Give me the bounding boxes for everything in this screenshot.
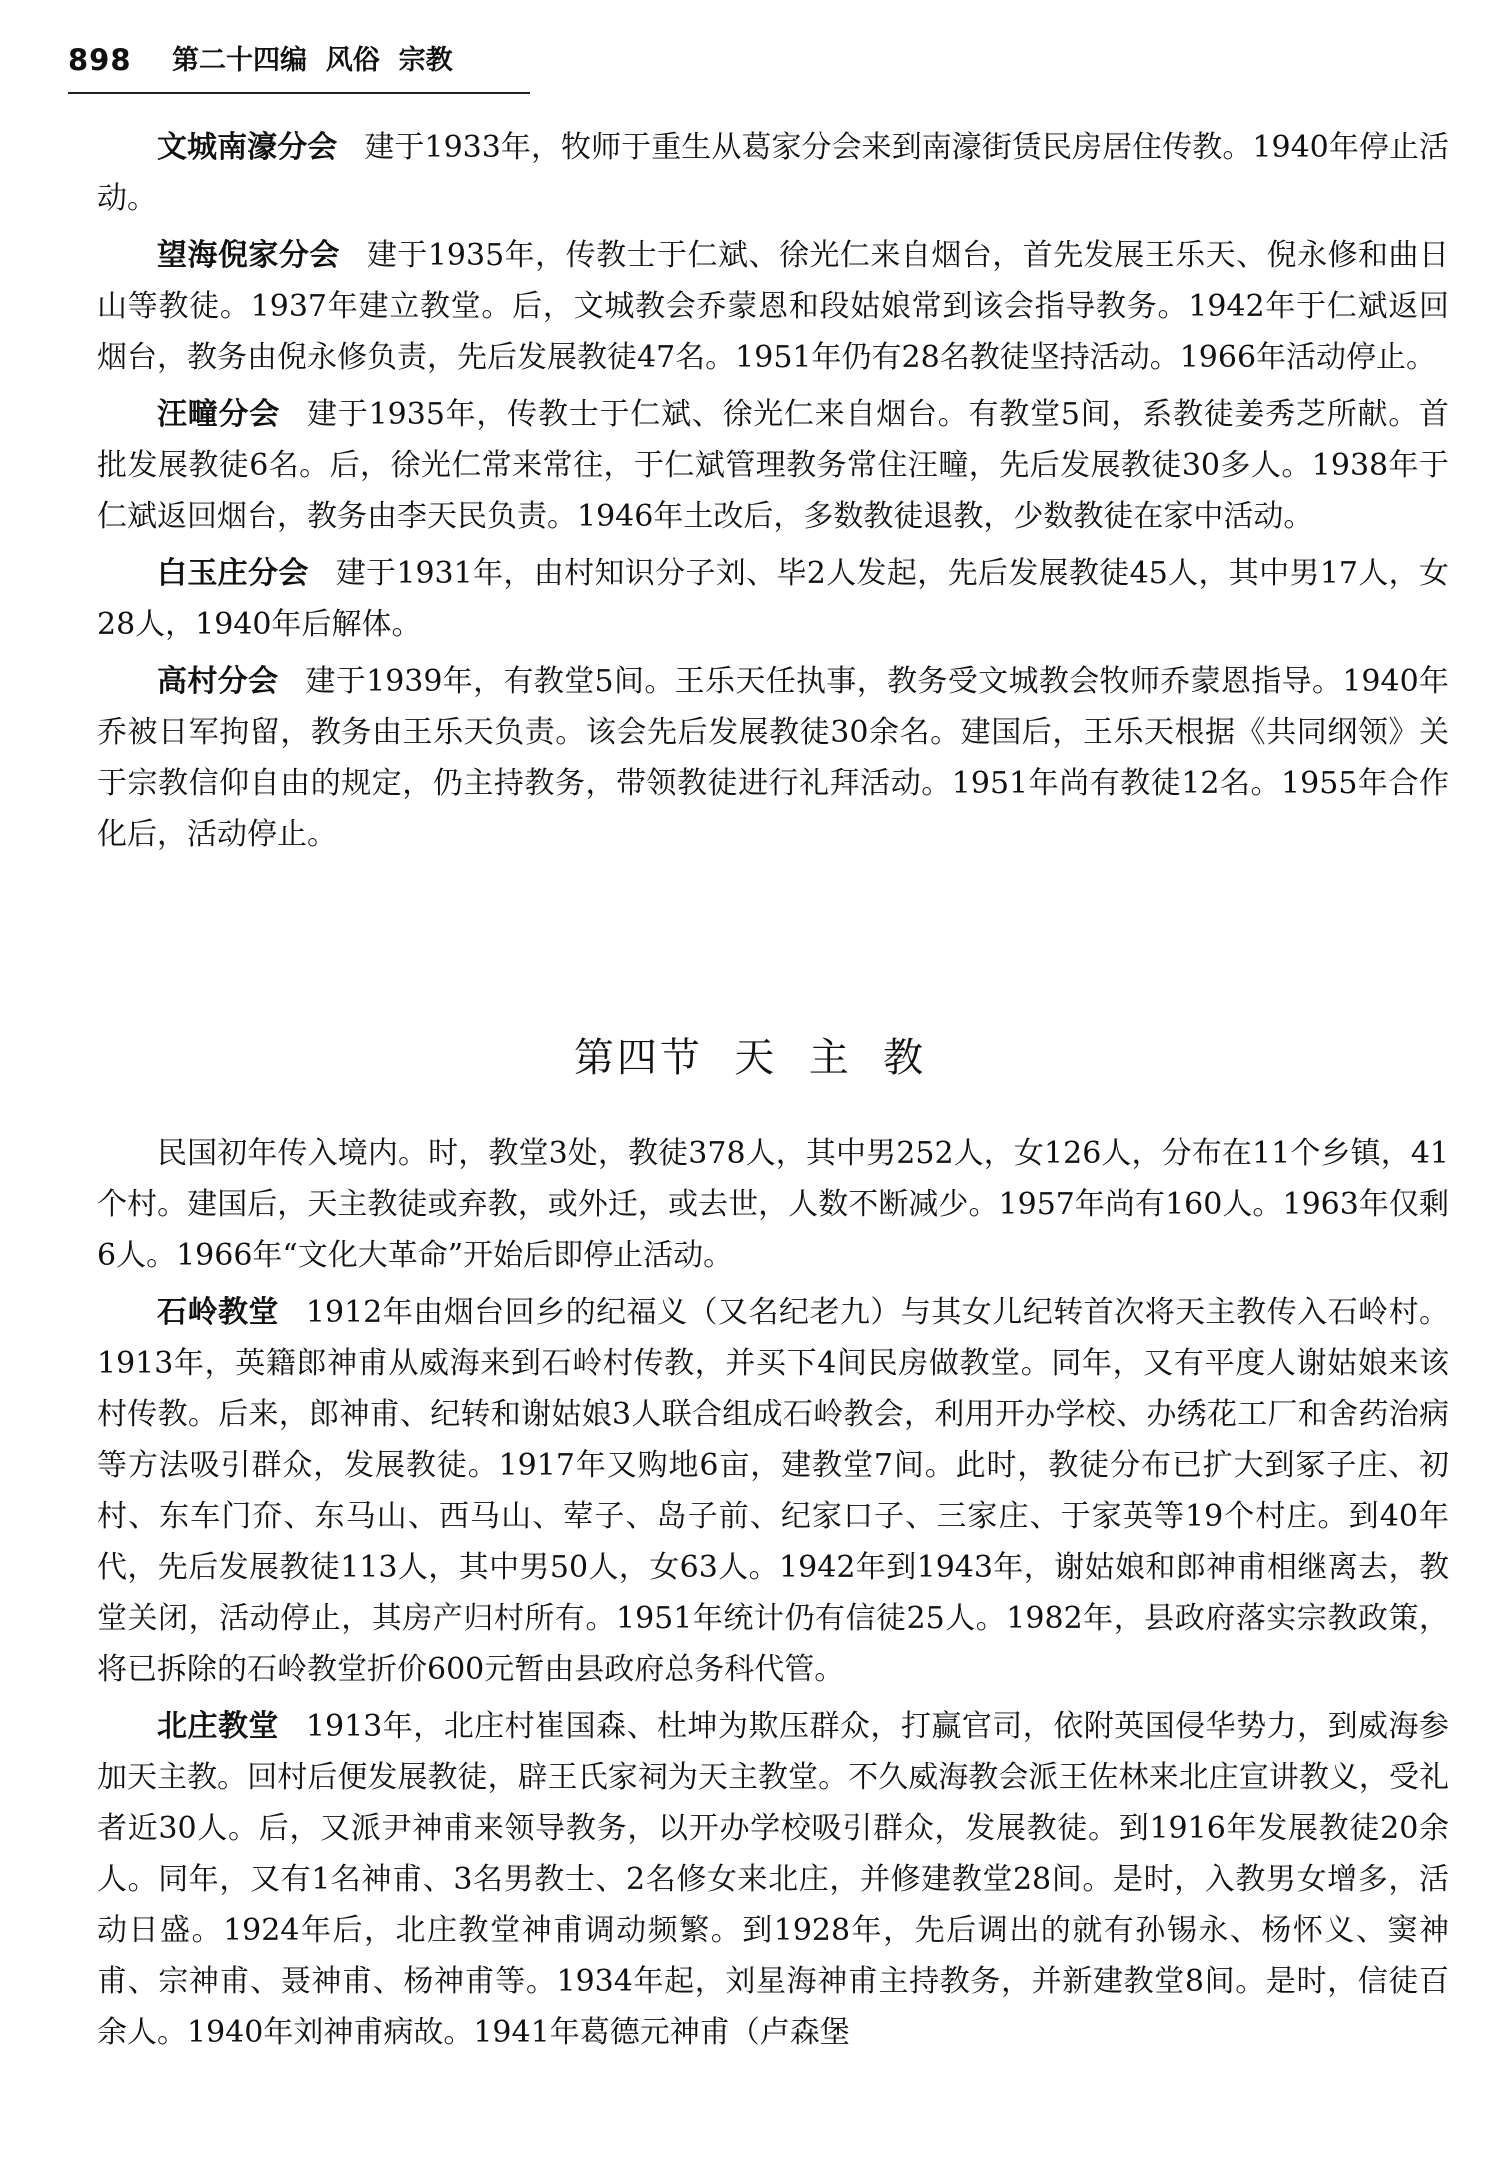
entry-text: 1913年，北庄村崔国森、杜坤为欺压群众，打赢官司，依附英国侵华势力，到威海参加天主教。回村后便发展教徒，辟王氏家祠为天主教堂。不久威海教会派王佐林来北庄宣讲教义，受礼者近30人。后，又派尹神甫来领导教务，以开办学校吸引群众，发展教徒。到1916年发展教徒20余人。同年，又有1名神甫、3名男教士、2名修女来北庄，并修建教堂28间。是时，入教男女增多，活动日盛。1924年后，北庄教堂神甫调动频繁。到1928年，先后调出的就有孙锡永、杨怀义、窦神甫、宗神甫、聂神甫、杨神甫等。1934年起，刘星海神甫主持教务，并新建教堂8间。是时，信徒百余人。1940年刘神甫病故。1941年葛德元神甫（卢森堡 [97,1709,1449,2050]
entry-heading: 石岭教堂 [157,1295,279,1330]
section-intro: 民国初年传入境内。时，教堂3处，教徒378人，其中男252人，女126人，分布在11个乡镇，41个村。建国后，天主教徒或弃教，或外迁，或去世，人数不断减少。1957年尚有160人。1963年仅剩6人。1966年“文化大革命”开始后即停止活动。 [97,1136,1449,1273]
section-title: 第四节 天 主 教 [573,1035,927,1081]
page-header [68,40,530,88]
entry-heading: 白玉庄分会 [157,556,309,591]
entry-paragraph [97,1287,1449,1695]
entry-text: 建于1933年，牧师于重生从葛家分会来到南濠街赁民房居住传教。1940年停止活动。 [97,130,1450,216]
entry-heading: 望海倪家分会 [157,238,340,273]
header-rule [68,92,530,94]
page-number: 898 [68,43,132,77]
entry-heading: 高村分会 [157,664,279,699]
entry-paragraph [97,656,1449,860]
entry-paragraph [97,389,1449,542]
entries-protestant-branches [97,122,1449,866]
entry-text: 1912年由烟台回乡的纪福义（又名纪老九）与其女儿纪转首次将天主教传入石岭村。1913年，英籍郎神甫从威海来到石岭村传教，并买下4间民房做教堂。同年，又有平度人谢姑娘来该村传教。后来，郎神甫、纪转和谢姑娘3人联合组成石岭教会，利用开办学校、办绣花工厂和舍药治病等方法吸引群众，发展教徒。1917年又购地6亩，建教堂7间。此时，教徒分布已扩大到冢子庄、初村、东车门夼、东马山、西马山、荤子、岛子前、纪家口子、三家庄、于家英等19个村庄。到40年代，先后发展教徒113人，其中男50人，女63人。1942年到1943年，谢姑娘和郎神甫相继离去，教堂关闭，活动停止，其房产归村所有。1951年统计仍有信徒25人。1982年，县政府落实宗教政策，将已拆除的石岭教堂折价600元暂由县政府总务科代管。 [97,1295,1449,1687]
entry-text: 建于1939年，有教堂5间。王乐天任执事，教务受文城教会牧师乔蒙恩指导。1940年乔被日军拘留，教务由王乐天负责。该会先后发展教徒30余名。建国后，王乐天根据《共同纲领》关于宗教信仰自由的规定，仍主持教务，带领教徒进行礼拜活动。1951年尚有教徒12名。1955年合作化后，活动停止。 [97,664,1450,852]
entry-paragraph [97,548,1449,650]
entry-heading: 汪疃分会 [157,397,281,432]
running-head: 第二十四编 风俗 宗教 [172,45,453,76]
entry-text: 建于1935年，传教士于仁斌、徐光仁来自烟台。有教堂5间，系教徒姜秀芝所献。首批发展教徒6名。后，徐光仁常来常往，于仁斌管理教务常住汪疃，先后发展教徒30多人。1938年于仁斌返回烟台，教务由李天民负责。1946年土改后，多数教徒退教，少数教徒在家中活动。 [97,397,1450,534]
entry-text: 建于1935年，传教士于仁斌、徐光仁来自烟台，首先发展王乐天、倪永修和曲日山等教徒。1937年建立教堂。后，文城教会乔蒙恩和段姑娘常到该会指导教务。1942年于仁斌返回烟台，教务由倪永修负责，先后发展教徒47名。1951年仍有28名教徒坚持活动。1966年活动停止。 [97,238,1449,375]
entry-heading: 北庄教堂 [157,1709,279,1744]
entry-heading: 文城南濠分会 [157,130,338,165]
section-body [97,1128,1449,2064]
entry-text: 建于1931年，由村知识分子刘、毕2人发起，先后发展教徒45人，其中男17人，女28人，1940年后解体。 [97,556,1450,642]
entry-paragraph [97,122,1449,224]
entry-paragraph [97,230,1449,383]
entry-paragraph [97,1701,1449,2058]
